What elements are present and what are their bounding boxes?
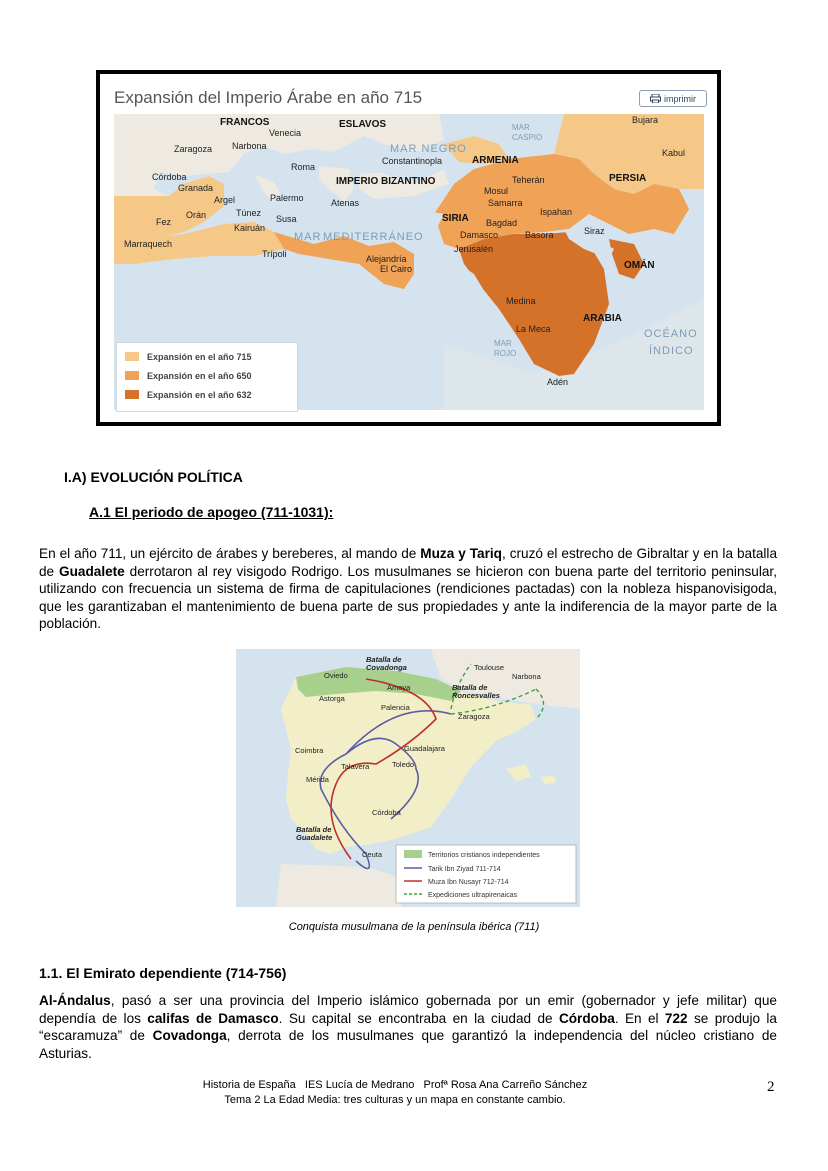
map-label-siraz: Siraz [584,226,605,236]
footer-line-1: Historia de España IES Lucía de Medrano Profª Rosa Ana Carreño Sánchez [202,1079,588,1091]
map-label-mar-caspio-1: MAR [512,123,530,132]
section-heading-emirato: 1.1. El Emirato dependiente (714-756) [39,965,287,981]
map2-legend-label: Territorios cristianos independientes [428,852,540,859]
map-label-basora: Basora [525,230,554,240]
arab-empire-map [96,70,721,426]
map-label-mar-rojo-1: MAR [494,339,512,348]
map2-legend-label: Expediciones ultrapirenaicas [428,892,518,899]
map-label-roma: Roma [291,162,316,172]
legend-item-650 [125,366,297,385]
map2-label-batalla-cov-2: Covadonga [366,663,407,672]
map2-label-astorga: Astorga [319,694,345,703]
map-label-francos: FRANCOS [220,117,270,128]
map-title: Expansión del Imperio Árabe en año 715 [114,88,423,107]
map-label-atenas: Atenas [331,198,360,208]
map-label-eslavos: ESLAVOS [339,119,387,130]
map-label-oceano: OCÉANO [644,328,698,340]
paragraph-emirato [39,992,777,1062]
text-run: . En el [614,1010,665,1026]
legend-swatch [125,371,139,380]
map-label-cordoba: Córdoba [152,172,187,182]
footer-line-2: Tema 2 La Edad Media: tres culturas y un mapa en constante cambio. [224,1094,566,1106]
map-label-argel: Argel [214,195,236,205]
map2-label-talavera: Talavera [341,762,370,771]
legend-label: Expansión en el año 650 [147,370,252,381]
map-label-venecia: Venecia [269,128,302,138]
map-label-kairuan: Kairuán [234,223,266,233]
map-label-mar-caspio-2: CASPIO [512,133,543,142]
bold-run: 722 [664,1010,688,1026]
subsection-heading: A.1 El periodo de apogeo (711-1031): [89,504,334,520]
map2-label-batalla-guad-1: Batalla de [296,825,332,834]
legend-item-715 [125,347,297,366]
map-label-armenia: ARMENIA [472,155,519,166]
map2-legend-label: Tarik Ibn Ziyad 711-714 [428,866,501,873]
map-caption: Conquista musulmana de la península ibérica (711) [288,921,540,933]
map-legend [116,342,298,412]
map-label-teheran: Teherán [512,175,545,185]
map-label-medina: Medina [506,296,536,306]
map-label-la-meca: La Meca [516,324,551,334]
map-label-indico: ÍNDICO [649,345,694,357]
text-run: En el año 711, un ejército de árabes y bereberes, al mando de [39,546,421,561]
map-label-mosul: Mosul [484,186,509,196]
map-label-bujara: Bujara [632,115,659,125]
map-label-mar-negro: MAR NEGRO [390,143,467,155]
map-label-el-cairo: El Cairo [380,264,413,274]
map-label-alejandria: Alejandría [366,254,407,264]
map-label-arabia: ARABIA [583,313,622,324]
map2-label-amaya: Amaya [387,683,411,692]
map2-label-cordoba: Córdoba [372,808,401,817]
map2-label-oviedo: Oviedo [324,671,348,680]
map2-legend [396,845,576,903]
legend-swatch [125,390,139,399]
text-run: derrotaron al rey visigodo Rodrigo. Los musulmanes se hicieron con buena parte del territorio peninsular, utilizando con frecuencia un sistema de firma de capitulaciones (rendiciones pactadas) con la nobleza hispanovisigoda, que les garantizaban el mantenimiento de buena parte de sus propiedades y ante la indiferencia de la mayor parte de la población. [39,563,777,631]
text-run: , derrota de los musulmanes que garantizó la independencia del núcleo cristiano de Asturias. [39,1028,777,1061]
map-label-fez: Fez [156,217,172,227]
legend-label: Expansión en el año 715 [147,351,252,362]
text-run: . Su capital se encontraba en la ciudad de [278,1010,559,1026]
map2-label-batalla-ronc-2: Roncesvalles [452,691,500,700]
map-label-aden: Adén [547,377,569,387]
map2-label-palencia: Palencia [381,703,410,712]
map-label-damasco: Damasco [460,230,499,240]
map-label-tunez: Túnez [236,208,262,218]
map-label-zaragoza: Zaragoza [174,144,213,154]
bold-run: califas de Damasco [147,1010,279,1026]
map2-label-coimbra: Coimbra [295,746,324,755]
map-label-mar-rojo-2: ROJO [494,349,517,358]
map-label-kabul: Kabul [662,148,686,158]
legend-item-632 [125,385,297,404]
map-label-palermo: Palermo [270,193,304,203]
paragraph-conquest [39,545,777,633]
print-button[interactable] [639,90,707,107]
printer-icon [650,94,661,103]
map-label-mar-mediterraneo-2: MEDITERRÁNEO [323,231,424,243]
map2-label-batalla-ronc-1: Batalla de [452,683,488,692]
bold-run: Al-Ándalus [39,993,111,1008]
iberia-conquest-map [236,649,580,907]
map2-legend-label: Muza Ibn Nusayr 712-714 [428,879,509,886]
legend-swatch-territorios [404,850,422,858]
map2-label-merida: Mérida [306,775,329,784]
map-label-jerusalen: Jerusalén [454,244,494,254]
map-label-ispahan: Ispahan [540,207,573,217]
map-label-oran: Orán [186,210,207,220]
page-number: 2 [767,1079,775,1095]
map2-label-toledo: Toledo [392,760,415,769]
map-label-mar-mediterraneo-1: MAR [294,231,322,243]
map-label-oman: OMÁN [624,260,655,271]
bold-run: Córdoba [558,1010,615,1026]
map2-label-guadalajara: Guadalajara [404,744,445,753]
map-label-siria: SIRIA [442,213,469,224]
map2-label-batalla-guad-2: Guadalete [296,833,333,842]
page-footer [160,1078,630,1108]
bold-run: Muza y Tariq [420,546,502,561]
map2-label-toulouse: Toulouse [474,663,505,672]
map2-label-batalla-cov-1: Batalla de [366,655,402,664]
map-label-bagdad: Bagdad [486,218,518,228]
map2-label-zaragoza: Zaragoza [458,712,490,721]
map-label-tripoli: Trípoli [262,249,287,259]
map-label-susa: Susa [276,214,297,224]
map2-label-narbona: Narbona [512,672,541,681]
map-label-imperio-bizantino: IMPERIO BIZANTINO [336,176,436,187]
legend-swatch [125,352,139,361]
text-run: , cruzó el estrecho de Gibraltar y en la batalla de [39,546,778,579]
map2-label-ceuta: Ceuta [362,850,383,859]
print-label: imprimir [664,93,696,104]
text-run: , pasó a ser una provincia del Imperio islámico gobernada por un emir (gobernador y jefe militar) que dependía de los [39,993,777,1026]
map-label-granada: Granada [178,183,214,193]
map-label-samarra: Samarra [488,198,523,208]
map-label-marraquech: Marraquech [124,239,173,249]
section-heading: I.A) EVOLUCIÓN POLÍTICA [64,469,243,485]
bold-run: Covadonga [152,1028,227,1043]
map-label-constantinopla: Constantinopla [382,156,443,166]
map-label-persia: PERSIA [609,173,647,184]
map-label-narbona: Narbona [232,141,267,151]
bold-run: Guadalete [59,563,125,579]
text-run: se produjo la “escaramuza” de [39,1010,777,1043]
legend-label: Expansión en el año 632 [147,389,252,400]
